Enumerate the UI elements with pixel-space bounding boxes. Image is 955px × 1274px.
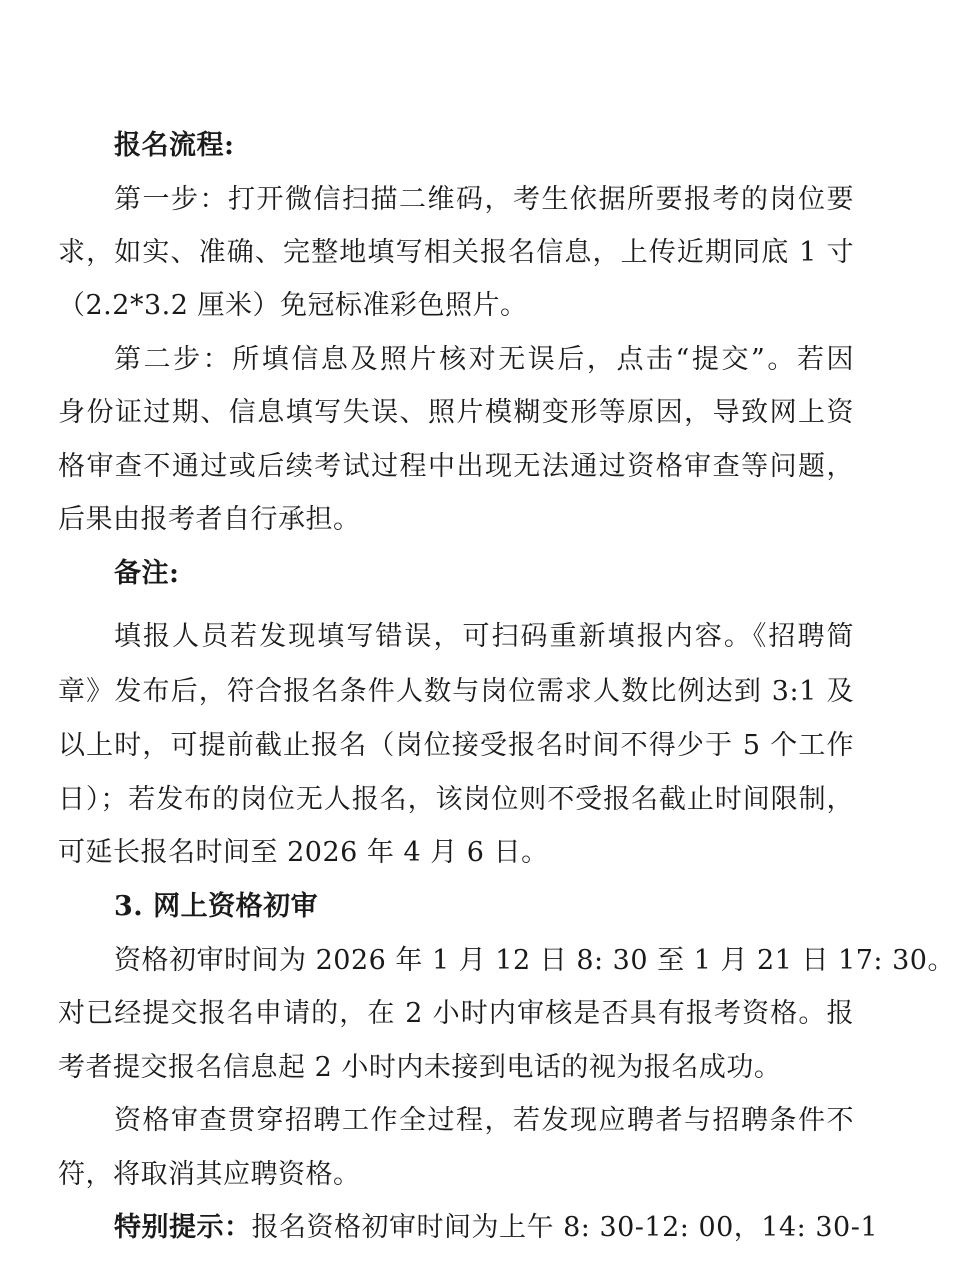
process-step2-line3: 格审查不通过或后续考试过程中出现无法通过资格审查等问题， xyxy=(58,451,854,482)
process-step2-line4: 后果由报考者自行承担。 xyxy=(58,504,361,535)
review-heading: 3. 网上资格初审 xyxy=(114,891,319,922)
review-p1-line2: 对已经提交报名申请的，在 2 小时内审核是否具有报考资格。报 xyxy=(58,998,854,1029)
review-p1-line3: 考者提交报名信息起 2 小时内未接到电话的视为报名成功。 xyxy=(58,1052,782,1083)
note-line4: 日）；若发布的岗位无人报名，该岗位则不受报名截止时间限制， xyxy=(58,784,854,815)
process-step1-line3: （2.2*3.2 厘米）免冠标准彩色照片。 xyxy=(58,290,528,321)
note-line2: 章》发布后，符合报名条件人数与岗位需求人数比例达到 3:1 及 xyxy=(58,676,854,707)
review-p2-line2: 符，将取消其应聘资格。 xyxy=(58,1159,361,1190)
special-note-text: 报名资格初审时间为上午 8: 30-12: 00，14: 30-1 xyxy=(251,1212,879,1243)
review-p1-line1: 资格初审时间为 2026 年 1 月 12 日 8: 30 至 1 月 21 日 17: 30。 xyxy=(114,945,955,976)
process-heading: 报名流程: xyxy=(114,130,235,161)
note-line3: 以上时，可提前截止报名（岗位接受报名时间不得少于 5 个工作 xyxy=(58,730,854,761)
process-step2-line2: 身份证过期、信息填写失误、照片模糊变形等原因，导致网上资 xyxy=(58,397,854,428)
process-step2-line1: 第二步：所填信息及照片核对无误后，点击“提交”。若因 xyxy=(114,344,854,375)
process-step1-line2: 求，如实、准确、完整地填写相关报名信息，上传近期同底 1 寸 xyxy=(58,237,854,268)
special-note-label: 特别提示： xyxy=(114,1212,252,1243)
special-note-line xyxy=(114,1199,879,1257)
note-heading: 备注: xyxy=(114,558,180,589)
review-p2-line1: 资格审查贯穿招聘工作全过程，若发现应聘者与招聘条件不 xyxy=(114,1105,854,1136)
process-step1-line1: 第一步：打开微信扫描二维码，考生依据所要报考的岗位要 xyxy=(114,184,854,215)
note-line1: 填报人员若发现填写错误，可扫码重新填报内容。《招聘简 xyxy=(114,621,854,652)
note-line5: 可延长报名时间至 2026 年 4 月 6 日。 xyxy=(58,837,549,868)
